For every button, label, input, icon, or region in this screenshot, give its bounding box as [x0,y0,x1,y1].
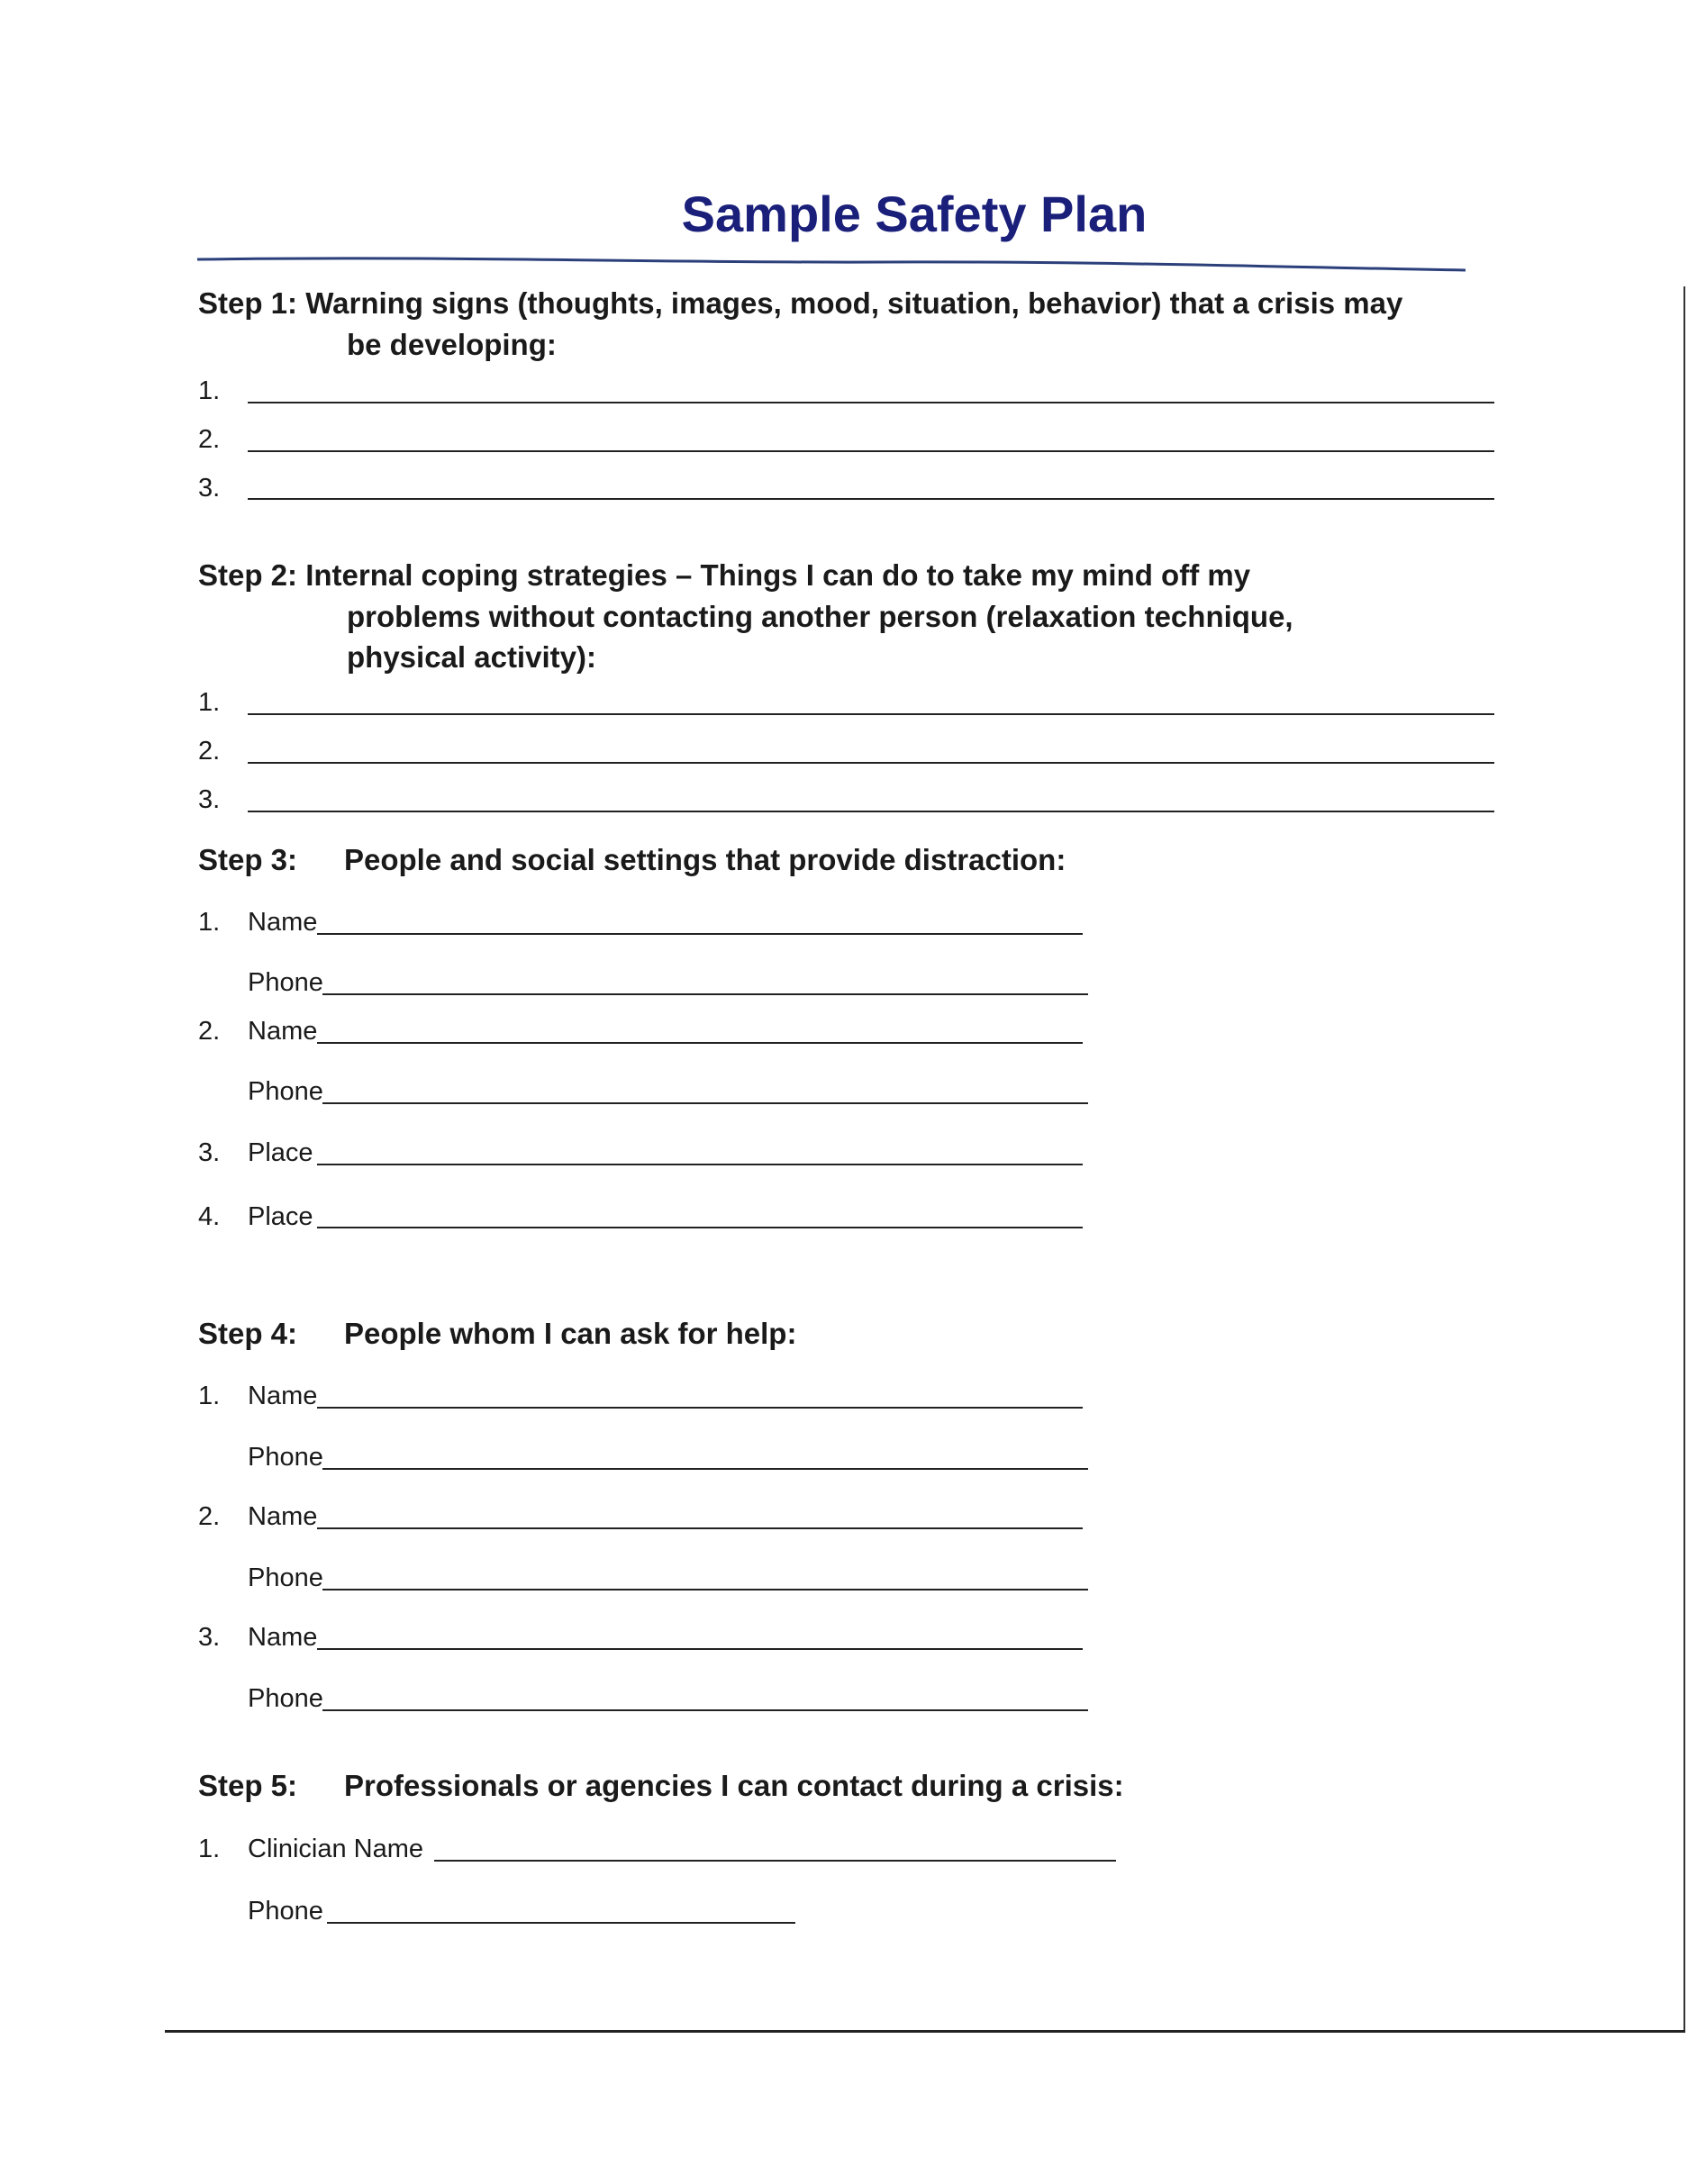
step4-heading: People whom I can ask for help: [344,1317,797,1350]
phone-label: Phone [248,1443,323,1472]
step3-item-number: 2. [198,1017,221,1046]
step2-item-number: 3. [198,785,221,814]
clinician-phone-field[interactable] [327,1922,795,1924]
step3-item-number: 3. [198,1138,221,1167]
step2-heading-line1: Internal coping strategies – Things I can do to take my mind off my [305,558,1251,592]
clinician-phone-label: Phone [248,1897,323,1926]
step3-heading: People and social settings that provide distraction: [344,843,1066,876]
step3-item-number: 4. [198,1202,221,1231]
name-label: Name [248,1502,318,1531]
step2-heading [198,555,1250,596]
phone-label: Phone [248,1077,323,1106]
step4-label: Step 4: [198,1317,298,1350]
name-label: Name [248,1017,318,1046]
step4-item-number: 3. [198,1623,221,1652]
frame-bottom-border [165,2030,1685,2033]
page-title: Sample Safety Plan [681,186,1148,242]
phone-label: Phone [248,1684,323,1713]
phone-field[interactable] [322,1102,1088,1104]
phone-field[interactable] [322,1709,1088,1711]
place-label: Place [248,1202,313,1231]
step1-label: Step 1: [198,286,298,320]
place-field[interactable] [317,1164,1083,1165]
phone-label: Phone [248,1563,323,1592]
name-label: Name [248,1382,318,1410]
step2-answer-line-3[interactable] [248,811,1494,812]
step1-item-number: 1. [198,376,221,405]
clinician-name-label: Clinician Name [248,1835,424,1863]
step4-item-number: 2. [198,1502,221,1531]
step2-heading-line3: physical activity): [347,640,596,674]
phone-field[interactable] [322,1468,1088,1470]
step1-heading-line2: be developing: [347,328,557,361]
phone-field[interactable] [322,993,1088,995]
step5-item-number: 1. [198,1835,221,1863]
title-underline [194,250,1468,276]
name-label: Name [248,1623,318,1652]
phone-field[interactable] [322,1589,1088,1590]
name-field[interactable] [317,1042,1083,1044]
step5-label: Step 5: [198,1769,298,1802]
step3-item-number: 1. [198,908,221,937]
step1-heading [198,283,1402,324]
step2-heading-line2: problems without contacting another person (relaxation technique, [347,600,1293,633]
step5-heading: Professionals or agencies I can contact during a crisis: [344,1769,1124,1802]
step2-answer-line-2[interactable] [248,762,1494,764]
name-field[interactable] [317,1407,1083,1409]
step2-answer-line-1[interactable] [248,713,1494,715]
name-field[interactable] [317,1527,1083,1529]
step1-item-number: 3. [198,474,221,503]
step1-answer-line-1[interactable] [248,402,1494,403]
step2-item-number: 2. [198,737,221,766]
step1-heading-line1: Warning signs (thoughts, images, mood, situation, behavior) that a crisis may [305,286,1403,320]
step1-answer-line-3[interactable] [248,498,1494,500]
phone-label: Phone [248,968,323,997]
step4-item-number: 1. [198,1382,221,1410]
name-field[interactable] [317,1648,1083,1650]
step3-label: Step 3: [198,843,298,876]
name-field[interactable] [317,933,1083,935]
place-field[interactable] [317,1227,1083,1228]
step2-item-number: 1. [198,688,221,717]
step1-item-number: 2. [198,425,221,454]
name-label: Name [248,908,318,937]
step1-answer-line-2[interactable] [248,450,1494,452]
frame-right-border [1683,286,1685,2032]
place-label: Place [248,1138,313,1167]
step2-label: Step 2: [198,558,298,592]
clinician-name-field[interactable] [434,1860,1116,1862]
